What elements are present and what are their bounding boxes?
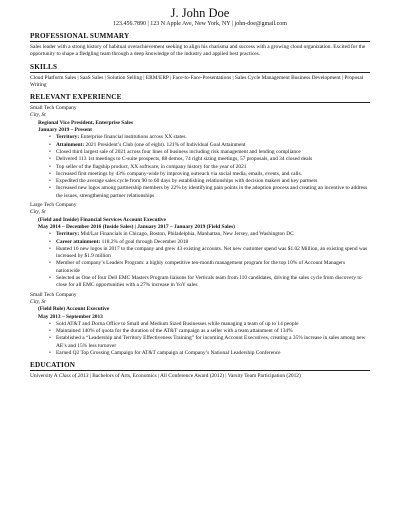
job-dates: May 2013 – September 2013 [38,313,103,320]
job-company: Small Tech Company [30,291,77,298]
experience-divider [30,102,370,103]
job-bullets [30,231,370,289]
bullet-item [56,149,370,156]
bullet-text: Member of company’s Leaders Program: a highly competitive ten-month management program for the top 10% of Account Managers nationwide [56,260,346,274]
bullet-item [56,246,370,261]
education-class: Class of 2013 [58,373,89,380]
bullet-label: Territory: [56,134,80,141]
education-divider [30,370,370,371]
bullet-item [56,335,370,350]
bullet-label: Attainment: [56,141,85,148]
bullet-item [56,239,370,246]
job-city: City, St [30,298,46,305]
bullet-label: Career attainment: [56,238,101,245]
job-dates: January 2019 – Present [38,127,92,134]
job-company: Small Tech Company [30,105,77,112]
bullet-item [56,156,370,163]
bullet-text: Hunted 16 new logos in 2017 to the company and grew 43 existing accounts. Net new customer spend was $1.02 Million, an existing spend was increased by $1.9 million [56,245,368,260]
job-bullets [30,321,370,357]
education-line [30,373,370,380]
candidate-name: J. John Doe [170,6,230,20]
summary-text: Sales leader with a strong history of habitual overachievement seeking to align his charisma and success with a growing cloud organization. Excited for the opportunity to shape a fledgling team through a deep knowledge of the industry and applied best practices. [30,44,366,58]
bullet-text: Sold AT&T and Dorna Office to Small and Medium Sized Businesses while managing a team of up to 14 people [56,320,299,327]
bullet-text: Earned Q2 Top Grossing Campaign for AT&T campaign at Company’s National Leadership Conference [56,349,281,356]
bullet-text: Mid/Lar Financials in Chicago, Boston, Philadelphia, Manhattan, New Jersey, and Washington DC [79,231,294,238]
bullet-text: Established a “Leadership and Territory Effectiveness Training” for incoming Account Executives, creating a 35% increase in sales among new AE’s and 15% less turnover [56,335,366,349]
summary-heading: PROFESSIONAL SUMMARY [30,32,130,40]
bullet-item [56,321,370,328]
bullet-text: Delivered 113 1st meetings to C-suite prospects, 88 demos, 74 right sizing meetings, 57 proposals, and 34 closed deals [56,156,313,163]
bullet-item [56,350,370,357]
bullet-item [56,260,370,275]
job-role: (Field Role) Account Executive [38,306,110,313]
job-entry [30,105,370,200]
bullet-text: Increased first meetings by 43% company-wide by improving outreach via social media, emails, events, and calls. [56,170,302,177]
bullet-item [56,185,370,200]
job-entry [30,292,370,358]
bullet-text: 118.2% of goal through December 2018 [100,238,189,245]
job-role: Regional Vice President, Enterprise Sales [38,119,133,126]
education-details: | Bachelors of Arts, Economics | All Conference Award (2012) | Varsity Team Participation (2012) [88,373,301,380]
experience-heading: RELEVANT EXPERIENCE [30,93,122,102]
bullet-item [56,164,370,171]
job-bullets [30,134,370,200]
job-entry [30,202,370,290]
bullet-item [56,231,370,238]
job-city: City, St [30,112,46,119]
education-school: University A [30,373,58,380]
job-role: (Field and Inside) Financial Services Account Executive [38,216,166,223]
bullet-text: Enterprise financial institutions across XX states. [79,134,187,141]
skills-divider [30,72,370,73]
bullet-item [56,275,370,290]
education-heading: EDUCATION [30,361,76,370]
job-dates: May 2014 – December 2016 (Inside Sales) | January 2017 – January 2019 (Field Sales) [38,223,235,230]
bullet-text: Increased new logos among partnership members by 22% by identifying pain points in the adoption process and creating an incentive to address the issues, strengthening partner relationships [56,185,368,199]
skills-text: Cloud Platform Sales | SaaS Sales | Solution Selling | ERM/ERP | Face-to-Face-Presentations | Sales Cycle Management Business Development | Proposal Writing [30,74,364,88]
bullet-text: 2021 President’s Club (one of eight). 121% of Individual Goal Attainment [84,141,246,148]
bullet-item [56,134,370,141]
job-company: Large Tech Company [30,202,77,209]
bullet-text: Top seller of the flagship product, XX software, in company history for the year of 2021 [56,163,247,170]
bullet-text: Expedited the average sales cycle from 90 to 60 days by establishing relationships with decision makers and key partners [56,178,318,185]
skills-heading: SKILLS [30,62,58,71]
bullet-item [56,142,370,149]
summary-divider [30,41,370,42]
bullet-text: Closed third largest sale of 2021 across four lines of business including risk management and lending compliance [56,148,301,155]
bullet-text: Maintained 140% of quota for the duration of the AT&T campaign as a seller with a team attainment of 134% [56,328,293,335]
bullet-label: Territory: [56,231,80,238]
job-city: City, St [30,209,46,216]
contact-line: 123.456.7890 | 123 N Apple Ave, New York, NY | john-doe@gmail.com [113,21,287,27]
bullet-text: Selected as One of four Dell EMC Masters Program liaisons for Verticals team from 110 candidates, driving the sales cycle from discovery to close for all EMC opportunities with a 27% increase in YoY sales [56,275,362,289]
